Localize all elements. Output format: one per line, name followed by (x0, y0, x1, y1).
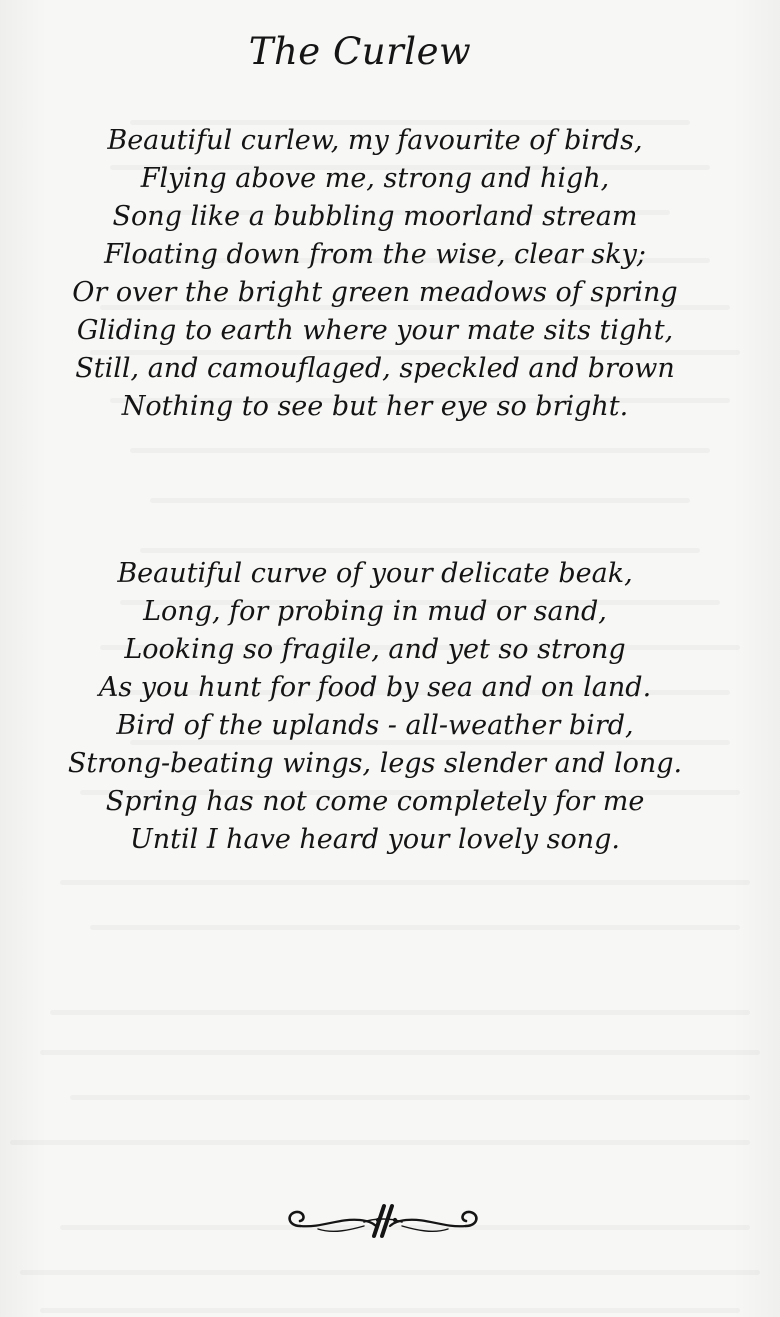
poem-line: Still, and camouflaged, speckled and brown (75, 353, 675, 384)
poem-title: The Curlew (248, 30, 472, 73)
poem-line: Spring has not come completely for me (105, 786, 645, 817)
poem-line: Song like a bubbling moorland stream (112, 201, 638, 232)
poem-line: Until I have heard your lovely song. (130, 824, 620, 855)
poem-line: Beautiful curve of your delicate beak, (117, 558, 633, 589)
poem-line: Nothing to see but her eye so bright. (121, 391, 629, 422)
decorative-flourish-icon (278, 1196, 488, 1246)
poem-line: Floating down from the wise, clear sky; (104, 239, 646, 270)
stanza-1 (0, 122, 750, 426)
poem-line: Bird of the uplands - all-weather bird, (116, 710, 634, 741)
poem-line: Long, for probing in mud or sand, (143, 596, 607, 627)
poem-line: As you hunt for food by sea and on land. (98, 672, 652, 703)
poem-line: Gliding to earth where your mate sits tight, (76, 315, 674, 346)
poem-line: Strong-beating wings, legs slender and long. (67, 748, 683, 779)
poem-line: Flying above me, strong and high, (140, 163, 610, 194)
poem-line: Or over the bright green meadows of spring (72, 277, 678, 308)
poem-line: Beautiful curlew, my favourite of birds, (107, 125, 643, 156)
poem-line: Looking so fragile, and yet so strong (124, 634, 626, 665)
stanza-2 (0, 555, 750, 859)
